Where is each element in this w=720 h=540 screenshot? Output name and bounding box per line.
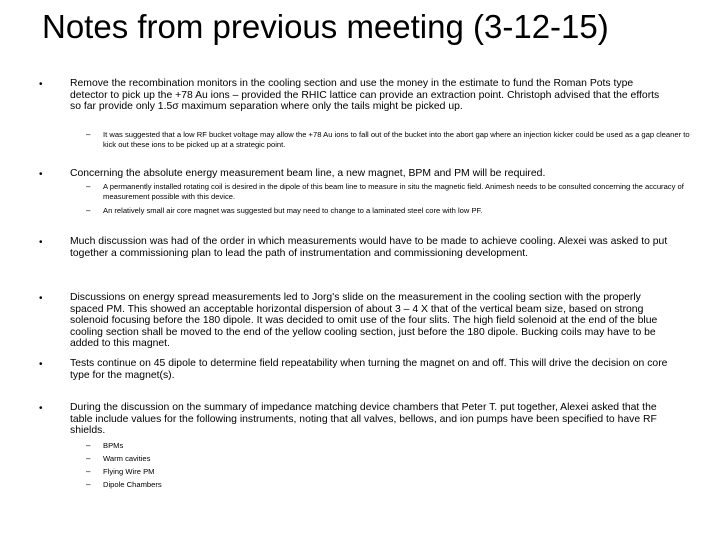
list-item-text: Concerning the absolute energy measurement beam line, a new magnet, BPM and PM will be required. <box>70 168 546 179</box>
list-item-text: Discussions on energy spread measurements led to Jorg's slide on the measurement in the cooling section with the properly spaced PM. This showed an acceptable horizontal dispersion of about 3 – 4 X that of the vertical beam size, based on strong solenoid focusing before the 180 dipole. It was decided to omit use of the four slits. The high field solenoid at the end of the blue cooling section shall be moved to the end of the yellow cooling section, just before the 180 dipole. Bucking coils may have to be added to this magnet. <box>70 292 658 350</box>
sub-list-item-text: Flying Wire PM <box>103 467 155 476</box>
sub-list-item-text: Warm cavities <box>103 454 151 463</box>
bullet-icon: • <box>39 293 43 304</box>
list-item-text: Remove the recombination monitors in the cooling section and use the money in the estimate to fund the Roman Pots type detector to pick up the +78 Au ions – provided the RHIC lattice can provide an extraction point. Christoph advised that the efforts so far provide only 1.5σ maximum separation where only the tails might be picked up. <box>70 78 660 113</box>
sub-list-item-text: It was suggested that a low RF bucket voltage may allow the +78 Au ions to fall out of the bucket into the abort gap where an injection kicker could be used as a gap cleaner to kick out these ions to be picked up at a strategic point. <box>103 130 690 149</box>
sub-list-item-text: An relatively small air core magnet was suggested but may need to change to a laminated steel core with low PF. <box>103 206 483 215</box>
list-item-text: Tests continue on 45 dipole to determine field repeatability when turning the magnet on and off. This will drive the decision on core type for the magnet(s). <box>70 358 668 381</box>
dash-icon: – <box>86 480 91 489</box>
sub-list-item-text: Dipole Chambers <box>103 480 162 489</box>
bullet-icon: • <box>39 169 43 180</box>
dash-icon: – <box>86 130 91 139</box>
bullet-icon: • <box>39 359 43 370</box>
list-item-text: Much discussion was had of the order in which measurements would have to be made to achieve cooling. Alexei was asked to put together a commissioning plan to lead the path of instrumentation and commissioning development. <box>70 236 668 259</box>
dash-icon: – <box>86 441 91 450</box>
dash-icon: – <box>86 182 91 191</box>
dash-icon: – <box>86 467 91 476</box>
sub-list-item-text: A permanently installed rotating coil is desired in the dipole of this beam line to measure in situ the magnetic field. Animesh needs to be consulted concerning the accuracy of measurement possible with this device. <box>103 182 684 201</box>
bullet-icon: • <box>39 403 43 414</box>
bullet-icon: • <box>39 237 43 248</box>
slide-title: Notes from previous meeting (3-12-15) <box>42 8 609 45</box>
sub-list-item-text: BPMs <box>103 441 124 450</box>
dash-icon: – <box>86 206 91 215</box>
dash-icon: – <box>86 454 91 463</box>
list-item-text: During the discussion on the summary of impedance matching device chambers that Peter T. put together, Alexei asked that the table include values for the following instruments, noting that all valves, bellows, and ion pumps have been specified to have RF shields. <box>70 402 657 437</box>
bullet-icon: • <box>39 79 43 90</box>
